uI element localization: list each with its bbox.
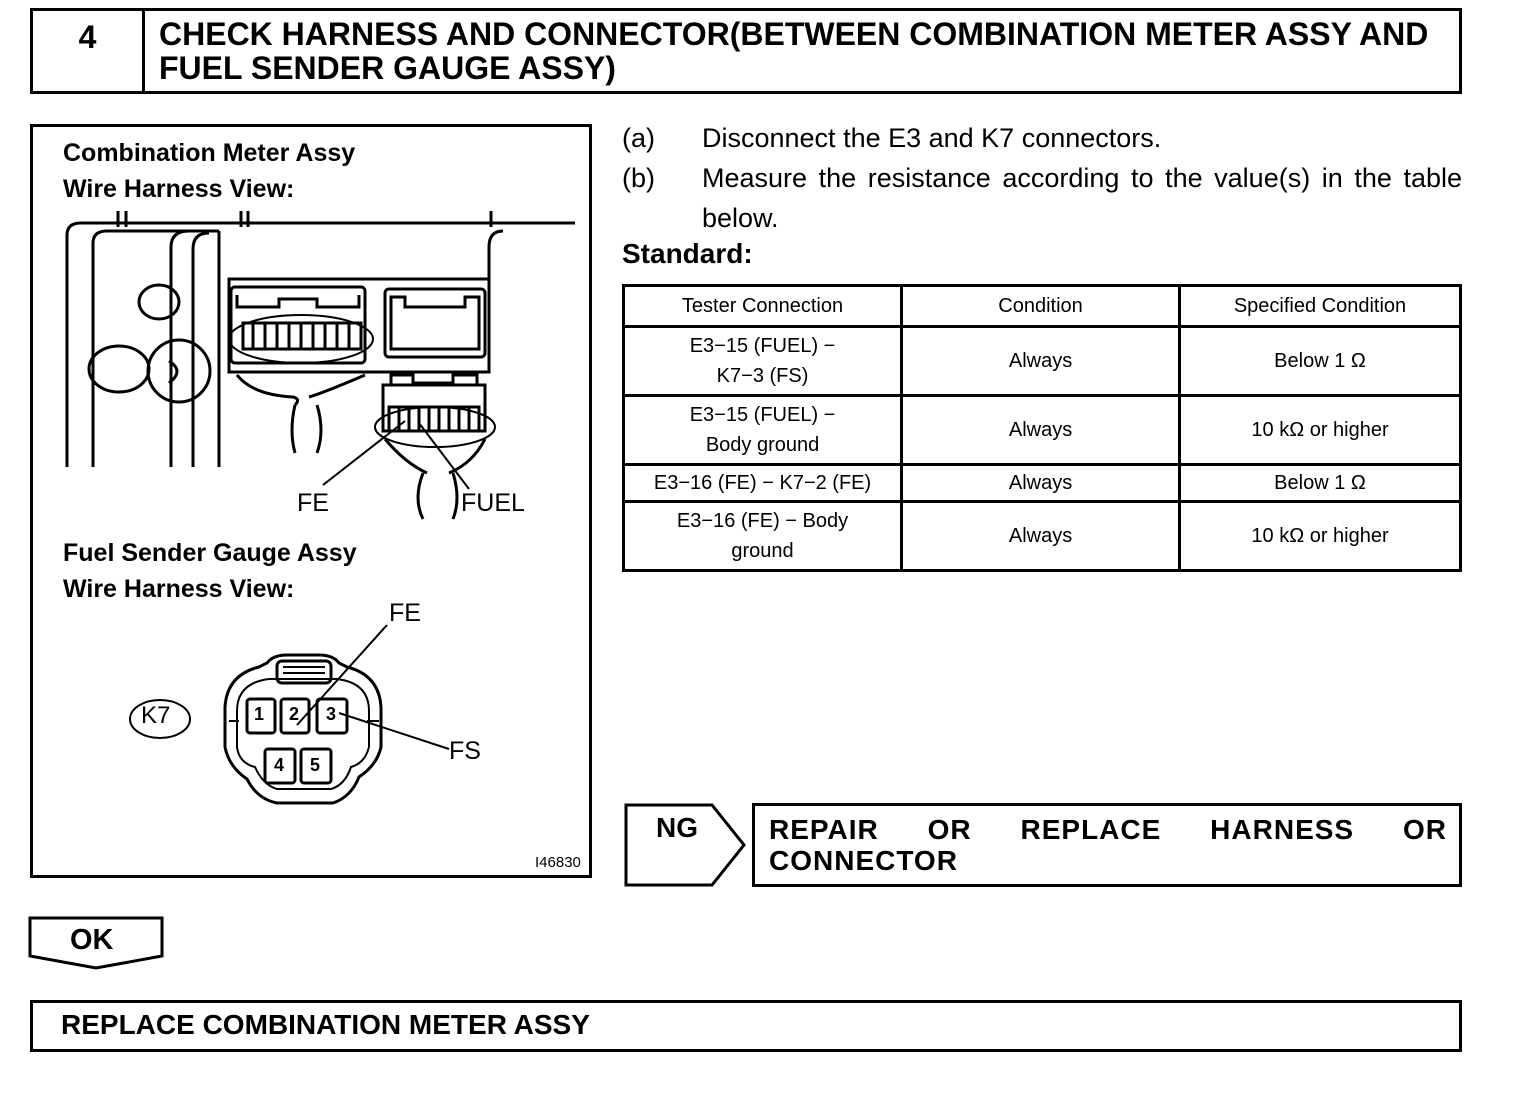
fs-label: FS: [449, 737, 481, 765]
step-title: CHECK HARNESS AND CONNECTOR(BETWEEN COMBINATION METER ASSY AND FUEL SENDER GAUGE ASSY): [159, 16, 1429, 86]
instruction-a-text: Disconnect the E3 and K7 connectors.: [702, 123, 1162, 153]
meter-label-1: Combination Meter Assy: [63, 139, 356, 167]
cell-condition: Always: [902, 396, 1180, 465]
cell-spec: 10 kΩ or higher: [1180, 502, 1461, 571]
connection-line-2: ground: [731, 540, 794, 562]
connection-line-1: E3−15 (FUEL) −: [689, 404, 836, 426]
connection-line-1: E3−16 (FE) − Body: [676, 510, 849, 532]
connection-line-1: E3−15 (FUEL) −: [689, 335, 836, 357]
ng-label: NG: [656, 812, 698, 843]
cell-spec: 10 kΩ or higher: [1180, 396, 1461, 465]
meter-label-2: Wire Harness View:: [63, 175, 295, 203]
connection-line-2: Body ground: [705, 434, 820, 456]
pin-1: 1: [254, 704, 265, 724]
table-row: [624, 502, 1461, 571]
cell-connection: [624, 327, 902, 396]
instruction-b-text: Measure the resistance according to the value(s) in the table below.: [702, 163, 1462, 233]
spec-table: [622, 284, 1462, 572]
cell-condition: Always: [902, 327, 1180, 396]
ok-action-text: REPLACE COMBINATION METER ASSY: [61, 1009, 590, 1040]
standard-label: Standard:: [622, 238, 753, 269]
sender-label-2: Wire Harness View:: [63, 575, 295, 603]
fe-label-top: FE: [297, 489, 329, 517]
header-tester-connection: Tester Connection: [624, 286, 902, 327]
cell-connection: [624, 502, 902, 571]
pin-5: 5: [310, 755, 321, 775]
ok-label: OK: [70, 924, 114, 956]
sender-label-1: Fuel Sender Gauge Assy: [63, 539, 357, 567]
cell-condition: Always: [902, 465, 1180, 502]
ng-action-text: REPAIR OR REPLACE HARNESS OR CONNECTOR: [769, 814, 1447, 876]
instruction-b-letter: (b): [622, 163, 655, 193]
cell-spec: Below 1 Ω: [1180, 327, 1461, 396]
table-header-row: [624, 286, 1461, 327]
ok-action-box: [30, 1000, 1462, 1052]
fe-label-bottom: FE: [389, 599, 421, 627]
ng-action-box: [752, 803, 1462, 887]
figure-code: I46830: [535, 854, 581, 871]
step-number: 4: [33, 11, 145, 91]
cell-spec: Below 1 Ω: [1180, 465, 1461, 502]
pin-2: 2: [289, 704, 300, 724]
table-row: [624, 396, 1461, 465]
k7-connector-id: K7: [141, 702, 171, 729]
step-header: [30, 8, 1462, 94]
header-condition: Condition: [902, 286, 1180, 327]
cell-connection: E3−16 (FE) − K7−2 (FE): [624, 465, 902, 502]
wiring-figure: [30, 124, 592, 878]
connection-line-2: K7−3 (FS): [716, 365, 809, 387]
table-row: [624, 465, 1461, 502]
pin-4: 4: [274, 755, 285, 775]
pin-3: 3: [326, 704, 337, 724]
cell-connection: [624, 396, 902, 465]
table-row: [624, 327, 1461, 396]
header-specified-condition: Specified Condition: [1180, 286, 1461, 327]
fuel-label: FUEL: [461, 489, 525, 517]
instruction-a-letter: (a): [622, 123, 655, 153]
cell-condition: Always: [902, 502, 1180, 571]
